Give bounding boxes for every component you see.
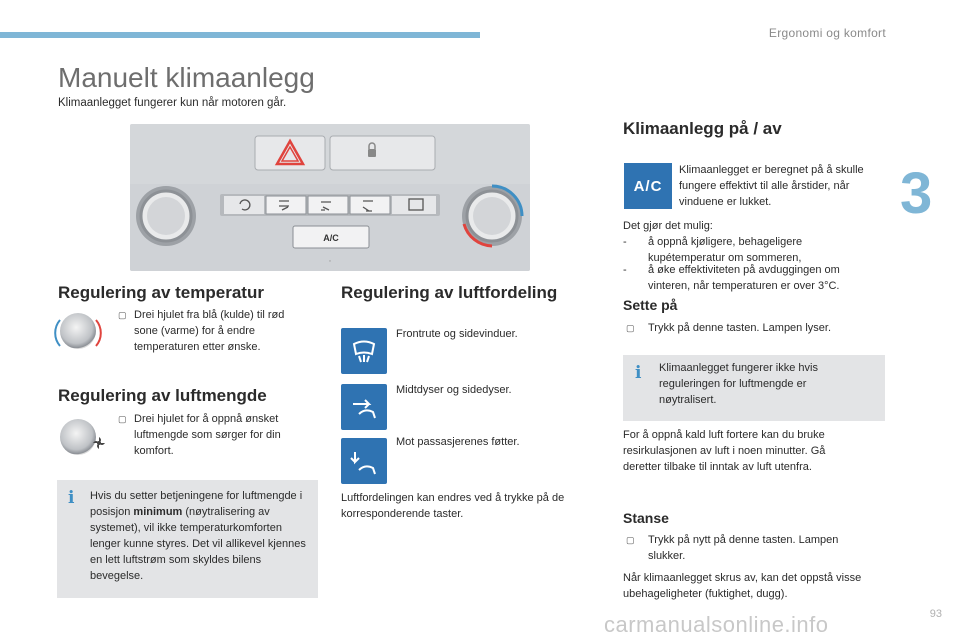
chapter-number: 3	[900, 161, 933, 226]
cold-air-text: For å oppnå kald luft fortere kan du bruke resirkulasjonen av luft i noen minutter. Gå deretter tilbake til inntak av luft utenfra.	[623, 429, 826, 473]
climate-panel-drawing	[130, 124, 530, 271]
off-note: Når klimaanlegget skrus av, kan det oppstå visse ubehageligheter (fuktighet, dugg).	[623, 572, 862, 600]
feet-icon	[341, 438, 387, 484]
watermark: carmanualsonline.info	[604, 612, 829, 637]
bullet-icon: ▢	[118, 414, 127, 424]
airflow-text: Drei hjulet for å oppnå ønsket luftmengde som sørger for din komfort.	[134, 413, 281, 457]
info-ac-text: Klimaanlegget fungerer ikke hvis reguleringen for luftmengde er nøytralisert.	[659, 362, 818, 406]
temperature-text: Drei hjulet fra blå (kulde) til rød sone (varme) for å endre temperaturen etter ønske.	[134, 309, 285, 353]
info-icon: i	[635, 363, 642, 383]
page-number: 93	[929, 608, 942, 620]
airflow-knob-icon	[60, 419, 96, 455]
ac-intro: Klimaanlegget er beregnet på å skulle fungere effektivt til alle årstider, når vinduene er lukket.	[679, 164, 864, 208]
ac-heading: Klimaanlegg på / av	[623, 119, 782, 138]
on-text: Trykk på denne tasten. Lampen lyser.	[648, 322, 832, 334]
ac-badge-icon: A/C	[624, 163, 672, 209]
temperature-heading: Regulering av temperatur	[58, 283, 264, 302]
chapter-label: Ergonomi og komfort	[768, 26, 886, 40]
distribution-item-label: Mot passasjerenes føtter.	[396, 436, 520, 448]
info-text-part: (nøytralisering av systemet), vil ikke temperaturkomforten lenger kunne styres. Det vil allikevel kjennes en lett luftstrøm som skyldes bilens bevegelse.	[90, 506, 306, 582]
info-minimum-text	[90, 488, 314, 584]
info-text-part: Hvis du setter betjeningene for luftmengde i posisjon	[90, 490, 303, 518]
ac-list-item: å oppnå kjøligere, behageligere kupétemperatur om sommeren,	[648, 236, 803, 264]
ac-list-item: å øke effektiviteten på avduggingen om vinteren, når temperaturen er over 3°C.	[648, 264, 840, 292]
list-dash: -	[623, 236, 627, 248]
page-subtitle: Klimaanlegget fungerer kun når motoren går.	[58, 97, 287, 109]
info-box-minimum	[57, 480, 318, 598]
bullet-icon: ▢	[118, 310, 127, 320]
fan-icon	[92, 436, 106, 450]
info-icon: i	[68, 488, 75, 508]
vents-icon	[341, 384, 387, 430]
info-box-ac	[623, 355, 885, 421]
bullet-icon: ▢	[626, 535, 635, 545]
on-heading: Sette på	[623, 297, 678, 313]
climate-panel-illustration	[130, 124, 530, 271]
bullet-icon: ▢	[626, 323, 635, 333]
ac-possible: Det gjør det mulig:	[623, 220, 713, 232]
page-title: Manuelt klimaanlegg	[58, 62, 315, 93]
airflow-heading: Regulering av luftmengde	[58, 386, 267, 405]
svg-text:*: *	[329, 260, 331, 266]
temperature-scale-icon	[54, 312, 102, 354]
off-heading: Stanse	[623, 510, 669, 526]
distribution-item-label: Midtdyser og sidedyser.	[396, 384, 512, 396]
off-text: Trykk på nytt på denne tasten. Lampen slukker.	[648, 534, 839, 562]
list-dash: -	[623, 264, 627, 276]
windscreen-icon	[341, 328, 387, 374]
header-accent-bar	[0, 32, 480, 38]
distribution-heading: Regulering av luftfordeling	[341, 283, 558, 302]
ac-key-label: A/C	[323, 233, 339, 243]
distribution-item-label: Frontrute og sidevinduer.	[396, 328, 518, 340]
distribution-footer: Luftfordelingen kan endres ved å trykke på de korresponderende taster.	[341, 492, 565, 520]
info-text-bold: minimum	[133, 506, 183, 518]
